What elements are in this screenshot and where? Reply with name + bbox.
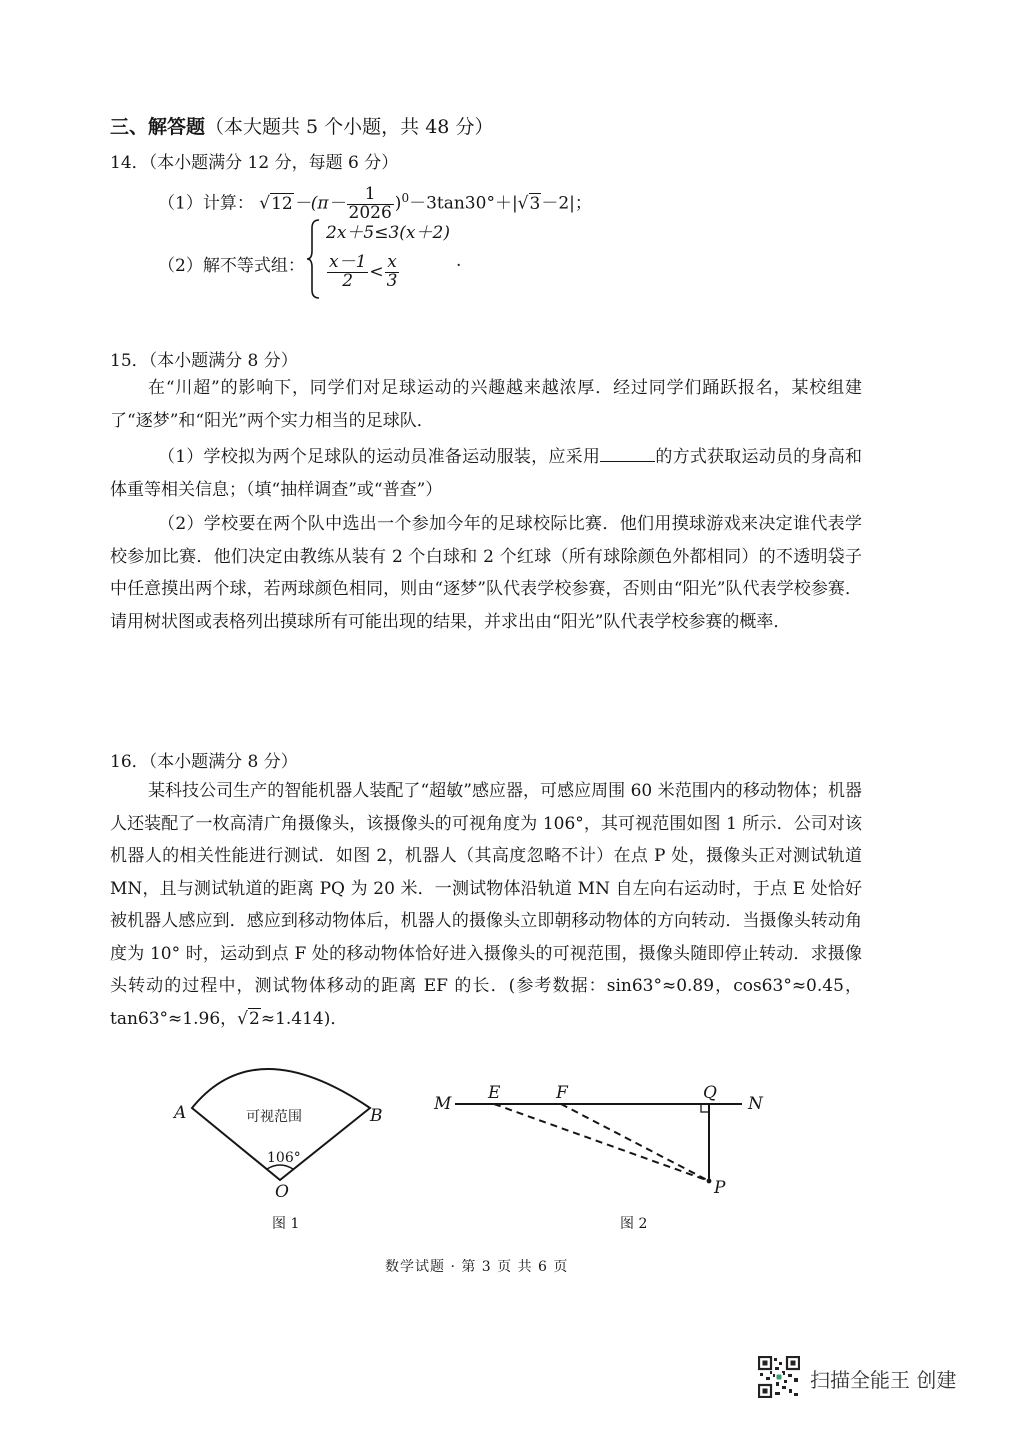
sqrt-symbol: √ bbox=[259, 193, 271, 214]
q14-part1-label: （1）计算： bbox=[158, 193, 254, 214]
fig1-angle-label: 106° bbox=[267, 1150, 301, 1166]
q14-ineq-frac1-num: x－1 bbox=[329, 252, 367, 272]
fig1-label-b: B bbox=[370, 1106, 383, 1126]
dashed-pf bbox=[561, 1104, 709, 1181]
q15-part1 bbox=[110, 441, 862, 506]
scanner-watermark: 扫描全能王 创建 bbox=[810, 1368, 957, 1392]
q14-sqrt12: 12 bbox=[271, 193, 293, 214]
q14-ineq-frac2-den: 3 bbox=[386, 270, 398, 291]
page-footer: 数学试题 · 第 3 页 共 6 页 bbox=[385, 1259, 569, 1275]
q15-part1-b: 的方式获取运动员的身高和体重等相关信息；（填“抽样调查”或“普查”） bbox=[110, 447, 862, 500]
q14-ineq-frac2 bbox=[385, 254, 400, 291]
q14-tail: －2|； bbox=[541, 193, 592, 214]
q16-header: 16．（本小题满分 8 分） bbox=[110, 752, 298, 772]
q16-text-b: ≈1.414)． bbox=[260, 1008, 348, 1029]
q14-mid: －3tan30°＋| bbox=[409, 193, 518, 214]
fig2-label-p: P bbox=[714, 1178, 726, 1198]
fig2-label-m: M bbox=[434, 1094, 452, 1114]
q14-frac-den: 2026 bbox=[348, 202, 392, 223]
fig2-label-n: N bbox=[748, 1094, 763, 1114]
section-note: （本大题共 5 个小题，共 48 分） bbox=[205, 116, 494, 138]
section-heading bbox=[110, 112, 493, 139]
q14-frac-num: 1 bbox=[347, 186, 394, 205]
dashed-pe bbox=[494, 1104, 709, 1181]
q14-inequality-2 bbox=[326, 254, 400, 291]
q14-ineq-frac1 bbox=[327, 254, 368, 291]
q14-part2-label: （2）解不等式组： bbox=[158, 256, 305, 276]
fig1-label-a: A bbox=[174, 1103, 187, 1123]
answer-blank bbox=[600, 447, 655, 462]
q14-sqrt3: 3 bbox=[529, 193, 541, 214]
q14-ineq-lt: < bbox=[369, 261, 384, 282]
q15-intro: 在“川超”的影响下，同学们对足球运动的兴趣越来越浓厚．经过同学们踊跃报名，某校组建了“逐梦”和“阳光”两个实力相当的足球队． bbox=[110, 378, 862, 431]
fig1-label-o: O bbox=[275, 1182, 289, 1202]
q14-exponent: 0 bbox=[401, 191, 410, 205]
q14-ineq-frac1-den: 2 bbox=[342, 270, 354, 291]
q16-text-a: 某科技公司生产的智能机器人装配了“超敏”感应器，可感应周围 60 米范围内的移动物体；机器人还装配了一枚高清广角摄像头，该摄像头的可视角度为 106°，其可视范围如图 1 所示．公司对该机器人的相关性能进行测试．如图 2，机器人（其高度忽略不计）在点 P 处，摄像头正对测试轨道 MN，且与测试轨道的距离 PQ 为 20 米．一测试物体沿轨道 MN 自左向右运动时，于点 E 处恰好被机器人感应到．感应到移动物体后，机器人的摄像头立即朝移动物体的方向转动．当摄像头转动角度为 10° 时，运动到点 F 处的移动物体恰好进入摄像头的可视范围，摄像头随即停止转动．求摄像头转动的过程中，测试物体移动的距离 EF 的长．(参考数据：sin63°≈0.89，cos63°≈0.45，tan63°≈1.96， bbox=[110, 781, 862, 1029]
sqrt-symbol: √ bbox=[237, 1008, 248, 1029]
sqrt-symbol: √ bbox=[517, 193, 529, 214]
fig1-inner-label: 可视范围 bbox=[246, 1109, 302, 1125]
fig2-label-e: E bbox=[488, 1083, 501, 1103]
fig2-label-q: Q bbox=[703, 1083, 717, 1103]
q15-part2: （2）学校要在两个队中选出一个参加今年的足球校际比赛．他们用摸球游戏来决定谁代表学校参加比赛．他们决定由教练从装有 2 个白球和 2 个红球（所有球除颜色外都相同）的不透明袋子中任意摸出两个球，若两球颜色相同，则由“逐梦”队代表学校参赛，否则由“阳光”队代表学校参赛．请用树状图或表格列出摸球所有可能出现的结果，并求出由“阳光”队代表学校参赛的概率． bbox=[110, 514, 862, 632]
fig2-label-f: F bbox=[556, 1083, 568, 1103]
q16-sqrt2: 2 bbox=[249, 1008, 260, 1029]
right-angle-mark bbox=[701, 1104, 709, 1112]
q14-header: 14．（本小题满分 12 分，每题 6 分） bbox=[110, 153, 399, 173]
qr-code-icon bbox=[758, 1356, 800, 1398]
section-title: 三、解答题 bbox=[110, 116, 206, 138]
fig1-caption: 图 1 bbox=[272, 1216, 300, 1232]
left-brace bbox=[306, 218, 322, 300]
point-p bbox=[707, 1179, 712, 1184]
q15-part1-a: （1）学校拟为两个足球队的运动员准备运动服装，应采用 bbox=[158, 447, 601, 467]
fig2-caption: 图 2 bbox=[620, 1216, 648, 1232]
q14-period: . bbox=[456, 251, 462, 271]
q14-paren-close: ) bbox=[394, 193, 402, 214]
q14-ineq-frac2-num: x bbox=[385, 254, 400, 273]
q14-fraction bbox=[347, 183, 394, 223]
q14-paren-open: －(π－ bbox=[293, 193, 346, 214]
q14-part1 bbox=[158, 176, 592, 223]
q16-body bbox=[110, 775, 862, 1035]
q14-inequality-1: 2x＋5≤3(x＋2) bbox=[326, 223, 450, 243]
q15-header: 15．（本小题满分 8 分） bbox=[110, 351, 298, 371]
